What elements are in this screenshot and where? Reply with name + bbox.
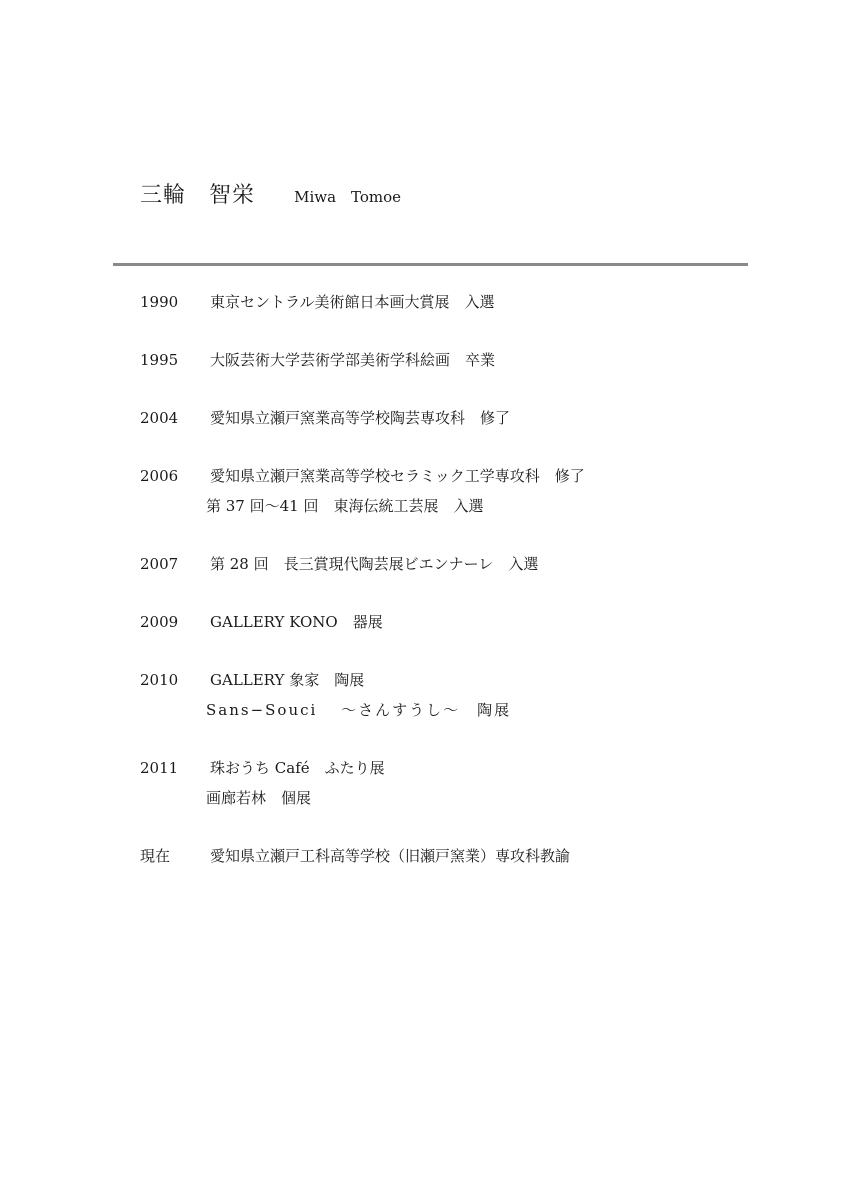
name-romanized: Miwa Tomoe — [294, 188, 402, 206]
entry-text: 珠おうち Café ふたり展 — [210, 759, 385, 777]
entry-year: 現在 — [140, 847, 171, 865]
career-entry-2011 — [140, 753, 780, 813]
career-list — [140, 287, 780, 871]
entry-year: 2007 — [140, 555, 179, 573]
career-entry-1990 — [140, 287, 780, 317]
entry-year: 1990 — [140, 293, 179, 311]
entry-text: GALLERY KONO 器展 — [210, 613, 383, 631]
entry-text: 大阪芸術大学芸術学部美術学科絵画 卒業 — [210, 351, 496, 369]
career-entry-1995 — [140, 345, 780, 375]
entry-year: 1995 — [140, 351, 179, 369]
name-header — [140, 178, 401, 209]
entry-text: 東京セントラル美術館日本画大賞展 入選 — [210, 293, 495, 311]
entry-year: 2006 — [140, 467, 179, 485]
entry-year: 2011 — [140, 759, 179, 777]
entry-text: GALLERY 象家 陶展 — [210, 671, 365, 689]
entry-year: 2009 — [140, 613, 179, 631]
career-entry-2007 — [140, 549, 780, 579]
entry-text: 第 28 回 長三賞現代陶芸展ビエンナーレ 入選 — [210, 555, 539, 573]
entry-text: 愛知県立瀬戸窯業高等学校陶芸専攻科 修了 — [210, 409, 511, 427]
entry-text: 愛知県立瀬戸窯業高等学校セラミック工学専攻科 修了 — [210, 467, 585, 485]
career-entry-2010 — [140, 665, 780, 725]
entry-year: 2010 — [140, 671, 179, 689]
career-entry-2006 — [140, 461, 780, 521]
entry-text: 愛知県立瀬戸工科高等学校（旧瀬戸窯業）専攻科教諭 — [210, 847, 571, 865]
name-japanese: 三輪 智栄 — [140, 183, 256, 208]
career-entry-2009 — [140, 607, 780, 637]
entry-year: 2004 — [140, 409, 179, 427]
career-entry-current — [140, 841, 780, 871]
career-entry-2004 — [140, 403, 780, 433]
entry-text: Sans−Souci ～さんすうし～ 陶展 — [206, 701, 512, 719]
entry-text: 画廊若林 個展 — [206, 789, 312, 807]
entry-text: 第 37 回～41 回 東海伝統工芸展 入選 — [206, 497, 484, 515]
header-divider — [113, 263, 748, 266]
